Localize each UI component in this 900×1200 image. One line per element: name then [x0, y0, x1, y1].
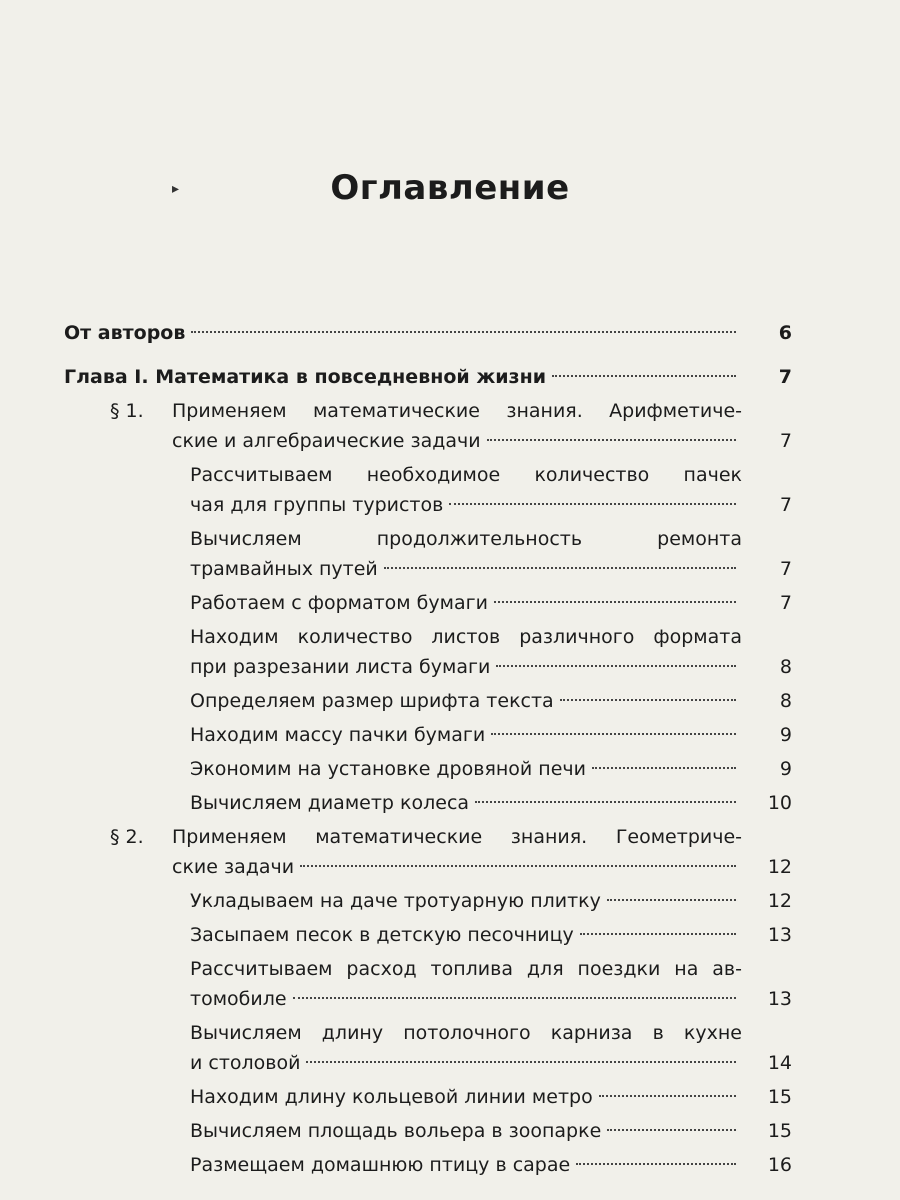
toc-entry[interactable] [64, 1018, 798, 1078]
toc-entry-title-line: Применяем математические знания. Арифметиче- [172, 400, 742, 422]
toc-page-number: 13 [767, 988, 792, 1010]
toc-entry[interactable] [64, 1150, 798, 1180]
toc-page-number: 12 [767, 856, 792, 878]
toc-entry[interactable] [64, 396, 798, 456]
toc-page-number: 7 [779, 592, 792, 614]
toc-page-number: 7 [779, 430, 792, 452]
toc-entry-title-line: при разрезании листа бумаги [190, 652, 742, 682]
toc-entry[interactable] [64, 720, 798, 750]
toc-entry[interactable] [64, 1082, 798, 1112]
toc-entry[interactable] [64, 686, 798, 716]
toc-entry-title-line: томобиле [190, 984, 742, 1014]
dot-leader [475, 801, 736, 803]
dot-leader [607, 899, 736, 901]
toc-entry-title-line: Работаем с форматом бумаги [190, 588, 742, 618]
toc-entry[interactable] [64, 622, 798, 682]
toc-entry-title-line: Экономим на установке дровяной печи [190, 754, 742, 784]
toc-page-number: 15 [767, 1120, 792, 1142]
toc-entry-title-line: Рассчитываем необходимое количество пачек [190, 464, 742, 486]
toc-entry-title-line: Находим длину кольцевой линии метро [190, 1082, 742, 1112]
toc-entry-title-line: чая для группы туристов [190, 490, 742, 520]
toc-page-number: 16 [767, 1154, 792, 1176]
toc-entry-title-line: ские и алгебраические задачи [172, 426, 742, 456]
toc-entry-title-line: трамвайных путей [190, 554, 742, 584]
toc-page-number: 13 [767, 924, 792, 946]
dot-leader [491, 733, 736, 735]
toc-page-number: 9 [779, 724, 792, 746]
dot-leader [607, 1129, 736, 1131]
dot-leader [306, 1061, 736, 1063]
toc-entry[interactable] [64, 588, 798, 618]
dot-leader [599, 1095, 736, 1097]
toc-page-number: 12 [767, 890, 792, 912]
dot-leader [496, 665, 736, 667]
toc-entry-title-line: Применяем математические знания. Геометриче- [172, 826, 742, 848]
toc-entry-title-line: Вычисляем продолжительность ремонта [190, 528, 742, 550]
toc-page-number: 14 [767, 1052, 792, 1074]
toc-entry-title-line: Вычисляем длину потолочного карниза в кухне [190, 1022, 742, 1044]
toc-entry-title-line: и столовой [190, 1048, 742, 1078]
section-marker: § 2. [110, 826, 144, 848]
toc-entry[interactable] [64, 460, 798, 520]
toc-entry-title-line: Вычисляем площадь вольера в зоопарке [190, 1116, 742, 1146]
dot-leader [576, 1163, 736, 1165]
toc-page-number: 8 [779, 690, 792, 712]
toc-entry-title-line: Рассчитываем расход топлива для поездки на ав- [190, 958, 742, 980]
toc-entry-title-line: Находим массу пачки бумаги [190, 720, 742, 750]
dot-leader [494, 601, 736, 603]
toc-entry[interactable] [64, 920, 798, 950]
dot-leader [560, 699, 736, 701]
dot-leader [300, 865, 736, 867]
toc-entry-title-line: ские задачи [172, 852, 742, 882]
toc-entry[interactable] [64, 886, 798, 916]
toc-entry[interactable] [64, 318, 798, 348]
toc-page-number: 8 [779, 656, 792, 678]
section-marker: § 1. [110, 400, 144, 422]
toc-entry-title-line: Глава I. Математика в повседневной жизни [64, 362, 742, 392]
toc-entry-title-line: Определяем размер шрифта текста [190, 686, 742, 716]
toc-entry[interactable] [64, 954, 798, 1014]
dot-leader [580, 933, 736, 935]
toc-page-number: 9 [779, 758, 792, 780]
dot-leader [487, 439, 736, 441]
toc-entry-title-line: Вычисляем диаметр колеса [190, 788, 742, 818]
toc-page-number: 10 [767, 792, 792, 814]
toc-page-number: 7 [778, 366, 792, 388]
toc-entry[interactable] [64, 788, 798, 818]
dot-leader [552, 375, 736, 377]
toc-entry[interactable] [64, 754, 798, 784]
toc-page-number: 7 [779, 558, 792, 580]
toc-entry-title-line: Укладываем на даче тротуарную плитку [190, 886, 742, 916]
toc-page-number: 6 [778, 322, 792, 344]
toc-entry[interactable] [64, 1116, 798, 1146]
dot-leader [449, 503, 736, 505]
page-title: Оглавление [330, 168, 570, 208]
dot-leader [191, 331, 736, 333]
bullet-mark-icon: ▸ [172, 181, 180, 197]
dot-leader [592, 767, 736, 769]
toc-entry-title-line: Засыпаем песок в детскую песочницу [190, 920, 742, 950]
toc-page-number: 15 [767, 1086, 792, 1108]
toc-page-number: 7 [779, 494, 792, 516]
table-of-contents [64, 318, 798, 1184]
toc-entry[interactable] [64, 822, 798, 882]
dot-leader [384, 567, 736, 569]
toc-entry[interactable] [64, 524, 798, 584]
toc-entry-title-line: От авторов [64, 318, 742, 348]
toc-entry-title-line: Находим количество листов различного формата [190, 626, 742, 648]
dot-leader [293, 997, 736, 999]
toc-entry[interactable] [64, 362, 798, 392]
toc-entry-title-line: Размещаем домашнюю птицу в сарае [190, 1150, 742, 1180]
